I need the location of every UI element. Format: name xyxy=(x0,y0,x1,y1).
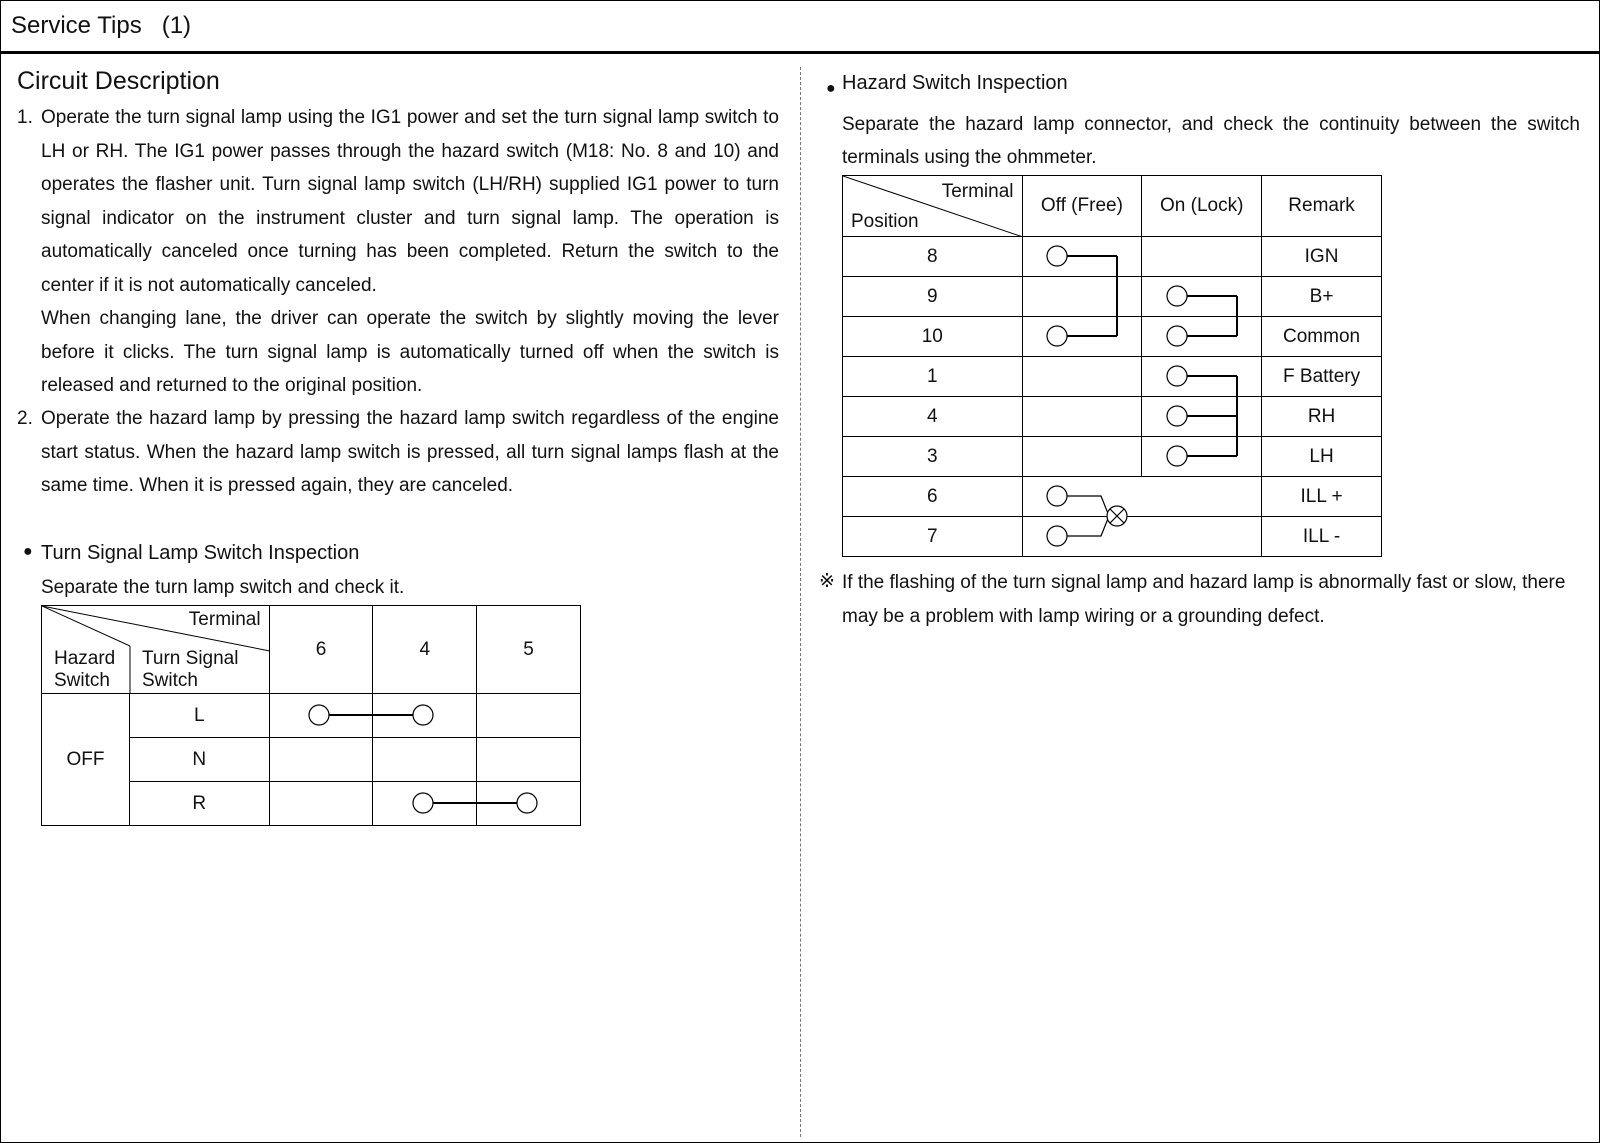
bullet-icon: ● xyxy=(826,80,836,97)
turn-signal-corner-cell xyxy=(42,606,270,694)
remark-cell: LH xyxy=(1262,437,1382,477)
column-header-off: Off (Free) xyxy=(1022,176,1142,237)
bullet-icon: ● xyxy=(23,543,33,560)
column-header-remark: Remark xyxy=(1262,176,1382,237)
note-mark-icon: ※ xyxy=(819,571,835,592)
note-text: If the flashing of the turn signal lamp and hazard lamp is abnormally fast or slow, there may be a problem with lamp wiring or a grounding defect. xyxy=(842,572,1566,627)
remark-cell: Common xyxy=(1262,317,1382,357)
turn-signal-switch-label: Turn Signal Switch xyxy=(142,648,239,691)
page-header xyxy=(1,1,1599,54)
terminal-cell: 10 xyxy=(843,317,1023,357)
item-1-paragraph-2: When changing lane, the driver can operate the switch by slightly moving the lever before it clicks. The turn signal lamp is automatically turned off when the switch is released and returned to the original position. xyxy=(41,308,779,396)
column-header-on: On (Lock) xyxy=(1142,176,1262,237)
terminal-cell: 7 xyxy=(843,517,1023,557)
terminal-cell: 8 xyxy=(843,237,1023,277)
hazard-off-cell: OFF xyxy=(42,694,130,826)
remark-cell: F Battery xyxy=(1262,357,1382,397)
item-number: 1. xyxy=(17,107,33,128)
column-header: 4 xyxy=(373,606,477,694)
hazard-corner-cell xyxy=(843,176,1023,237)
page-title: Service Tips (1) xyxy=(11,12,192,39)
remark-cell: ILL - xyxy=(1262,517,1382,557)
terminal-label: Terminal xyxy=(188,609,261,630)
column-header: 5 xyxy=(477,606,581,694)
row-label: N xyxy=(129,738,269,782)
description-item-1 xyxy=(17,101,779,403)
item-number: 2. xyxy=(17,408,33,429)
column-divider xyxy=(800,67,801,1137)
terminal-cell: 9 xyxy=(843,277,1023,317)
terminal-cell: 1 xyxy=(843,357,1023,397)
item-1-paragraph-1: Operate the turn signal lamp using the IG1 power and set the turn signal lamp switch to LH or RH. The IG1 power passes through the hazard switch (M18: No. 8 and 10) and operates the flasher unit. Turn signal lamp switch (LH/RH) supplied IG1 power to turn signal indicator on the instrument cluster and turn signal lamp. The operation is automatically canceled once turning has been completed. Return the switch to the center if it is not automatically canceled. xyxy=(41,107,779,296)
terminal-cell: 6 xyxy=(843,477,1023,517)
hazard-switch-label: Hazard Switch xyxy=(54,648,116,691)
remark-cell: ILL + xyxy=(1262,477,1382,517)
turn-signal-inspection-heading: Turn Signal Lamp Switch Inspection xyxy=(41,542,360,564)
terminal-cell: 4 xyxy=(843,397,1023,437)
terminal-cell: 3 xyxy=(843,437,1023,477)
hazard-table xyxy=(842,175,1382,557)
turn-signal-table xyxy=(41,605,581,826)
position-label: Position xyxy=(851,211,919,232)
description-item-2 xyxy=(17,402,779,503)
item-2-paragraph-1: Operate the hazard lamp by pressing the hazard lamp switch regardless of the engine start status. When the hazard lamp switch is pressed, all turn signal lamps flash at the same time. When it is pressed again, they are canceled. xyxy=(41,408,779,496)
remark-cell: B+ xyxy=(1262,277,1382,317)
hazard-instruction: Separate the hazard lamp connector, and check the continuity between the switch terminals using the ohmmeter. xyxy=(842,114,1580,168)
remark-cell: IGN xyxy=(1262,237,1382,277)
remark-cell: RH xyxy=(1262,397,1382,437)
hazard-inspection-heading: Hazard Switch Inspection xyxy=(842,72,1068,94)
circuit-description-title: Circuit Description xyxy=(17,67,220,95)
terminal-label: Terminal xyxy=(941,181,1014,202)
column-header: 6 xyxy=(269,606,373,694)
row-label: L xyxy=(129,694,269,738)
row-label: R xyxy=(129,782,269,826)
turn-signal-instruction: Separate the turn lamp switch and check it. xyxy=(41,577,405,598)
